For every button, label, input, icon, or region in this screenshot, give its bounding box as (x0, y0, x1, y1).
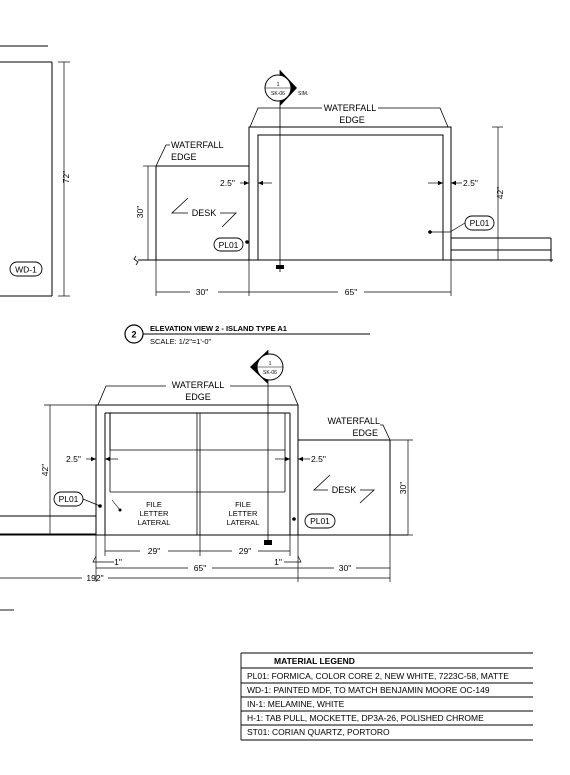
dim-1-right: 1" (274, 557, 282, 567)
elevation-view-title (125, 324, 370, 346)
svg-text:FILE: FILE (235, 500, 251, 509)
svg-text:ELEVATION VIEW 2 - ISLAND TYPE: ELEVATION VIEW 2 - ISLAND TYPE A1 (150, 324, 287, 333)
desk-label-bottom: DESK (331, 485, 357, 495)
svg-text:PL01: PL01 (469, 218, 490, 228)
svg-text:2: 2 (131, 329, 137, 340)
waterfall-top-bottom-2: EDGE (185, 392, 211, 402)
dim-42-vertical-top: 42" (495, 186, 505, 200)
dim-42-vertical-bottom: 42" (40, 463, 50, 477)
file-drawer-1 (112, 500, 170, 527)
svg-text:LETTER: LETTER (139, 509, 169, 518)
legend-row: ST01: CORIAN QUARTZ, PORTORO (247, 727, 390, 737)
svg-text:SK-06: SK-06 (271, 91, 285, 97)
dim-29-left: 29" (147, 546, 161, 556)
legend-row: PL01: FORMICA, COLOR CORE 2, NEW WHITE, 7223C-58, MATTE (247, 671, 509, 681)
dim-30-vertical-top: 30" (135, 205, 145, 219)
waterfall-left-label-2: EDGE (171, 152, 197, 162)
dim-25-left: 2.5" (220, 178, 235, 188)
svg-text:LATERAL: LATERAL (137, 518, 171, 527)
waterfall-top-label-1: WATERFALL (323, 103, 377, 113)
dim-72-vertical: 72" (61, 170, 71, 184)
dim-25-right-bottom: 2.5" (311, 454, 326, 464)
dim-30-top: 30" (195, 287, 209, 297)
svg-text:LATERAL: LATERAL (226, 518, 260, 527)
dim-65-bottom: 65" (193, 563, 207, 573)
svg-text:FILE: FILE (146, 500, 162, 509)
dim-29-right: 29" (238, 546, 252, 556)
waterfall-left-leader (156, 145, 170, 166)
file-drawer-2 (227, 500, 260, 527)
svg-text:1: 1 (268, 361, 272, 367)
legend-row: H-1: TAB PULL, MOCKETTE, DP3A-26, POLISHED CHROME (247, 713, 484, 723)
waterfall-top-bottom-1: WATERFALL (171, 380, 225, 390)
material-legend (241, 653, 533, 740)
dim-25-right: 2.5" (463, 178, 478, 188)
svg-text:SIM.: SIM. (298, 91, 309, 97)
wd1-tag (10, 262, 42, 276)
desk-label-top: DESK (191, 208, 217, 218)
left-cabinet-top (0, 46, 70, 296)
left-cabinet-bottom (0, 516, 96, 610)
section-ref-top (265, 70, 308, 272)
dim-65-top: 65" (344, 287, 358, 297)
svg-text:PL01: PL01 (58, 494, 79, 504)
svg-text:PL01: PL01 (218, 240, 239, 250)
svg-text:LETTER: LETTER (228, 509, 258, 518)
svg-text:1: 1 (276, 82, 280, 88)
svg-text:SK-06: SK-06 (263, 370, 277, 376)
waterfall-right-2: EDGE (352, 428, 378, 438)
pl01-tag-bottom-left (54, 492, 102, 508)
dim-30-bottom: 30" (338, 563, 352, 573)
break-mark-left (134, 256, 138, 265)
pl01-tag-bottom-right (292, 514, 335, 528)
pl01-tag-top-left (214, 238, 249, 251)
waterfall-right-leader (380, 425, 390, 440)
legend-row: IN-1: MELAMINE, WHITE (247, 699, 345, 709)
legend-title: MATERIAL LEGEND (274, 656, 355, 666)
waterfall-right-1: WATERFALL (327, 416, 380, 426)
waterfall-left-label-1: WATERFALL (171, 140, 224, 150)
legend-row: WD-1: PAINTED MDF, TO MATCH BENJAMIN MOORE OC-149 (247, 685, 490, 695)
svg-text:SCALE: 1/2"=1'-0": SCALE: 1/2"=1'-0" (150, 337, 212, 346)
dims-bottom-bottom (0, 535, 390, 582)
pl01-tag-top-right (428, 216, 494, 234)
waterfall-top-label-2: EDGE (339, 115, 365, 125)
dim-1-left: 1" (114, 557, 122, 567)
svg-text:WD-1: WD-1 (15, 264, 37, 275)
dim-25-left-bottom: 2.5" (66, 454, 81, 464)
dim-42-vert-bottom (44, 405, 96, 535)
svg-text:PL01: PL01 (310, 516, 330, 526)
dim-30-vertical-bottom: 30" (398, 481, 408, 495)
dim-192: 192" (86, 573, 104, 583)
